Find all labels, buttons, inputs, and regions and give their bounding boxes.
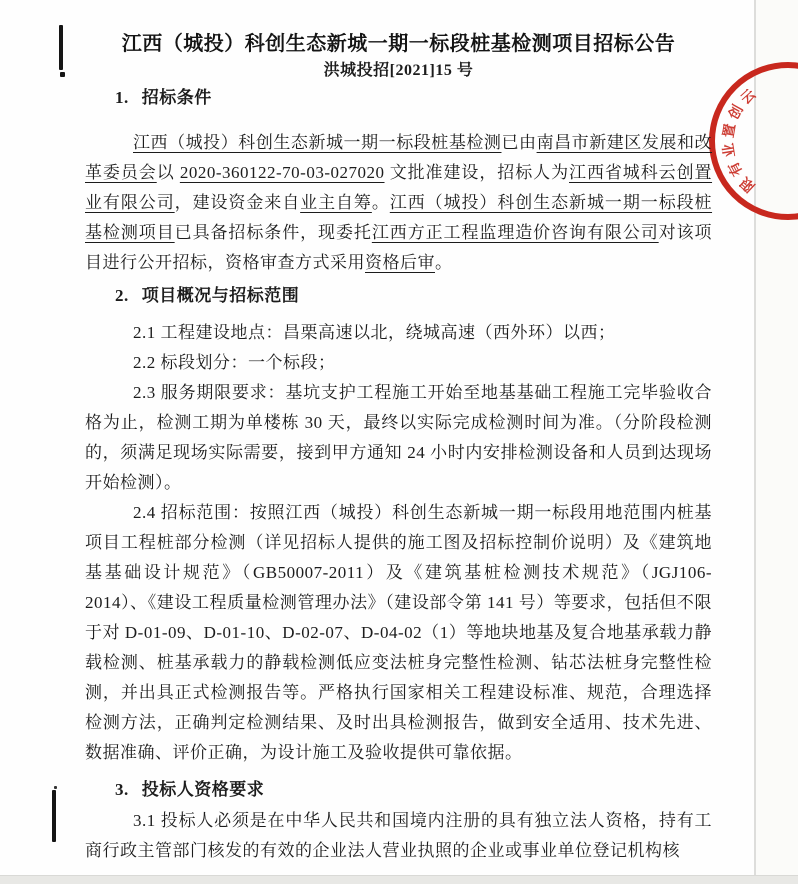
seal-character: 创 [726, 102, 747, 123]
paragraph [85, 806, 712, 866]
text-run: 已具备招标条件，现委托 [174, 223, 372, 242]
scan-ink-mark [52, 790, 56, 842]
text-run: ，建设资金来自 [174, 193, 301, 212]
underlined-text: 南昌市新建区发展和改革委员会 [85, 133, 712, 182]
underlined-text: 业主自筹 [300, 193, 372, 212]
underlined-text: 2020-360122-70-03-027020 [179, 163, 385, 182]
seal-character: 限 [737, 173, 759, 195]
text-run: 。 [371, 193, 390, 212]
text-run: 文批准建设，招标人为 [384, 163, 570, 182]
section-title: 招标条件 [141, 88, 212, 107]
text-run: 2.3 服务期限要求：基坑支护工程施工开始至地基基础工程施工完毕验收合格为止，检测工期为单楼栋 30 天，最终以实际完成检测时间为准。（分阶段检测的，须满足现场实际需要，接到甲方通知 24 小时内安排检测设备和人员到达现场开始检测）。 [85, 383, 712, 492]
paragraph [85, 348, 712, 378]
section-number: 2. [115, 286, 129, 305]
paragraph [85, 378, 712, 498]
paragraph [85, 128, 712, 278]
scan-right-margin [756, 0, 798, 876]
section-heading [85, 84, 712, 112]
text-run: 。 [435, 253, 453, 272]
section-number: 1. [115, 88, 129, 107]
underlined-text: 资格后审 [365, 253, 435, 272]
underlined-text: 江西（城投）科创生态新城一期一标段桩基检测项目 [85, 193, 713, 242]
text-run: 已由 [501, 133, 537, 152]
section-heading [85, 282, 712, 310]
scan-ink-mark [59, 25, 63, 70]
text-run: 以 [156, 163, 180, 182]
document-body [85, 84, 712, 866]
text-run: 2.1 工程建设地点：昌栗高速以北，绕城高速（西外环）以西； [133, 323, 616, 342]
underlined-text: 江西（城投）科创生态新城一期一标段桩基检测 [133, 133, 502, 152]
underlined-text: 江西省城科云创置业有限公司 [85, 163, 713, 212]
seal-character: 有 [725, 158, 747, 179]
seal-character: 云 [737, 86, 760, 108]
text-run: 3.1 投标人必须是在中华人民共和国境内注册的具有独立法人资格，持有工商行政主管部门核发的有效的企业法人营业执照的企业或事业单位登记机构核 [85, 811, 712, 860]
document-number: 洪城投招[2021]15 号 [323, 62, 474, 79]
section-title: 项目概况与招标范围 [141, 286, 300, 305]
scan-ink-mark [60, 72, 65, 77]
scan-bottom-edge [0, 875, 798, 884]
text-run: 2.2 标段划分：一个标段； [133, 353, 336, 372]
scan-ink-mark [54, 786, 57, 789]
document-title: 江西（城投）科创生态新城一期一标段桩基检测项目招标公告 [121, 33, 676, 55]
document-content [85, 30, 712, 866]
paragraph [85, 498, 712, 768]
text-run: 2.4 招标范围：按照江西（城投）科创生态新城一期一标段用地范围内桩基项目工程桩部分检测（详见招标人提供的施工图及招标控制价说明）及《建筑地基基础设计规范》（GB50007-2011）及《建筑基桩检测技术规范》（JGJ106-2014）、《建设工程质量检测管理办法》（建设部令第 141 号）等要求，包括但不限于对 D-01-09、D-01-10、D-02-07、D-04-02（1）等地块地基及复合地基承载力静载检测、桩基承载力的静载检测低应变法桩身完整性检测、钻芯法桩身完整性检测，并出具正式检测报告等。严格执行国家相关工程建设标准、规范，合理选择检测方法，正确判定检测结果、及时出具检测报告，做到安全适用、技术先进、数据准确、评价正确，为设计施工及验收提供可靠依据。 [85, 503, 712, 762]
seal-character: 置 [720, 122, 739, 140]
text-run: 对该项目进行公开招标，资格审查方式采用 [85, 223, 713, 272]
seal-character: 业 [720, 142, 739, 159]
paragraph [85, 318, 712, 348]
section-heading [85, 776, 712, 804]
underlined-text: 江西方正工程监理造价咨询有限公司 [371, 223, 659, 242]
section-number: 3. [115, 780, 129, 799]
section-title: 投标人资格要求 [141, 780, 265, 799]
